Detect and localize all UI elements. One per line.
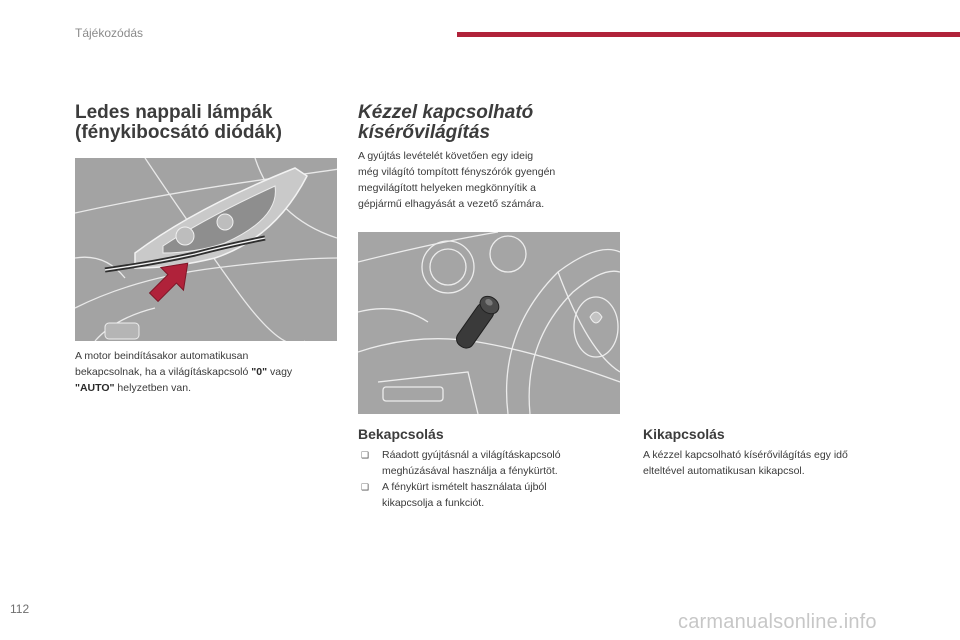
switch-position-zero: "0" bbox=[251, 366, 268, 378]
header-accent-bar bbox=[457, 32, 960, 37]
checkbox-bullet-icon: ❑ bbox=[361, 482, 370, 492]
guide-me-home-intro bbox=[358, 148, 618, 212]
switch-on-heading: Bekapcsolás bbox=[358, 426, 444, 442]
switch-on-steps bbox=[360, 447, 620, 511]
intro-line-2: még világító tompított fényszórók gyengén bbox=[358, 166, 556, 178]
switch-off-line1: A kézzel kapcsolható kísérővilágítás egy idő bbox=[643, 449, 848, 461]
step-2-line2: kikapcsolja a funkciót. bbox=[382, 497, 485, 509]
watermark-text: carmanualsonline.info bbox=[678, 611, 877, 633]
drl-text-line2-post: vagy bbox=[267, 366, 293, 378]
switch-off-heading: Kikapcsolás bbox=[643, 426, 725, 442]
list-item bbox=[360, 447, 620, 479]
drl-text-line3-post: helyzetben van. bbox=[114, 382, 191, 394]
guide-me-home-title-line2: kísérővilágítás bbox=[358, 122, 491, 143]
drl-title-line2: (fénykibocsátó diódák) bbox=[75, 122, 282, 143]
step-2-line1: A fénykürt ismételt használata újból bbox=[382, 481, 547, 493]
headlight-illustration bbox=[75, 158, 337, 341]
drl-text-line2 bbox=[75, 364, 345, 380]
switch-position-auto: "AUTO" bbox=[75, 382, 115, 394]
page-number: 112 bbox=[10, 602, 30, 616]
drl-text-line1: A motor beindításakor automatikusan bbox=[75, 350, 249, 362]
step-1-line2: meghúzásával használja a fénykürtöt. bbox=[382, 465, 558, 477]
checkbox-bullet-icon: ❑ bbox=[361, 450, 370, 460]
switch-off-line2: elteltével automatikusan kikapcsol. bbox=[643, 465, 805, 477]
intro-line-4: gépjármű elhagyását a vezető számára. bbox=[358, 198, 545, 210]
drl-title-line1: Ledes nappali lámpák bbox=[75, 102, 273, 123]
drl-description bbox=[75, 348, 345, 396]
steering-column-illustration bbox=[358, 232, 620, 414]
drl-text-line2-pre: bekapcsolnak, ha a világításkapcsoló bbox=[75, 366, 252, 378]
guide-me-home-title bbox=[358, 103, 533, 143]
list-item bbox=[360, 479, 620, 511]
step-1-line1: Ráadott gyújtásnál a világításkapcsoló bbox=[382, 449, 561, 461]
intro-line-1: A gyújtás levételét követően egy ideig bbox=[358, 150, 534, 162]
intro-line-3: megvilágított helyeken megkönnyítik a bbox=[358, 182, 537, 194]
drl-title bbox=[75, 103, 282, 143]
drl-text-line3 bbox=[75, 380, 345, 396]
guide-me-home-title-line1: Kézzel kapcsolható bbox=[358, 102, 534, 123]
section-title: Tájékozódás bbox=[75, 26, 144, 40]
switch-off-text bbox=[643, 447, 903, 479]
